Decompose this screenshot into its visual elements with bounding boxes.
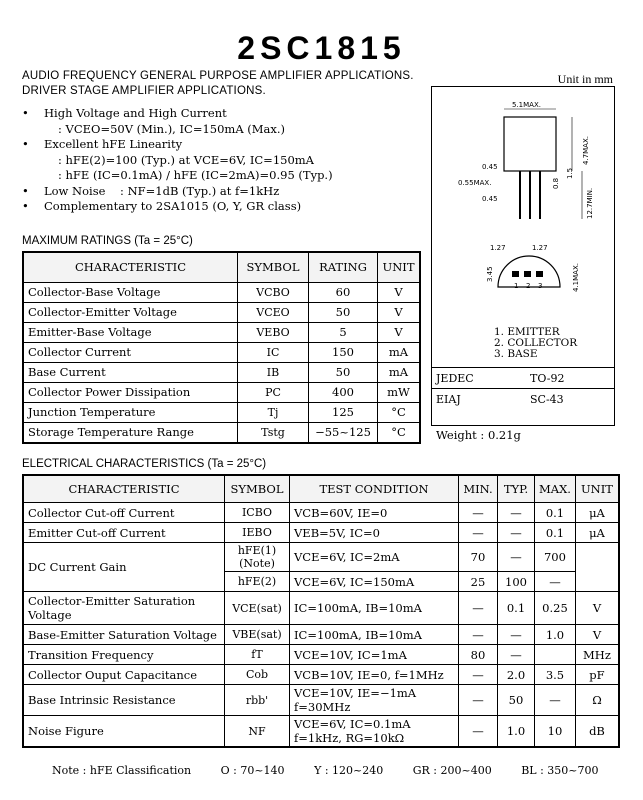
electrical-characteristics-table bbox=[22, 474, 620, 748]
dim-label: 4.7MAX. bbox=[582, 136, 590, 165]
part-number-title: 2SC1815 bbox=[237, 30, 406, 66]
package-outline-figure bbox=[432, 87, 614, 327]
table-row: Storage Temperature Range Tstg −55~125 °C bbox=[23, 422, 420, 443]
feature-item: : hFE(2)=100 (Typ.) at VCE=6V, IC=150mA bbox=[58, 152, 314, 167]
application-line-1: AUDIO FREQUENCY GENERAL PURPOSE AMPLIFIER APPLICATIONS. bbox=[22, 70, 414, 82]
table-row: Collector-Emitter Saturation Voltage VCE(sat) IC=100mA, IB=10mA — 0.1 0.25 V bbox=[23, 592, 619, 625]
max-ratings-title: MAXIMUM RATINGS (Ta = 25°C) bbox=[22, 235, 193, 247]
feature-item: • Excellent hFE Linearity bbox=[22, 137, 183, 151]
max-ratings-table bbox=[22, 251, 421, 444]
table-row: Base Intrinsic Resistance rbb' VCE=10V, IE=−1mA f=30MHz — 50 — Ω bbox=[23, 685, 619, 716]
svg-text:1: 1 bbox=[514, 282, 519, 290]
table-row: Noise Figure NF VCE=6V, IC=0.1mA f=1kHz, RG=10kΩ — 1.0 10 dB bbox=[23, 716, 619, 748]
weight-note: Weight : 0.21g bbox=[436, 428, 521, 442]
dim-label: 3.45 bbox=[486, 266, 494, 282]
svg-text:3: 3 bbox=[538, 282, 543, 290]
table-row: Junction Temperature Tj 125 °C bbox=[23, 402, 420, 422]
svg-text:2: 2 bbox=[526, 282, 531, 290]
table-row: Transition Frequency fT VCE=10V, IC=1mA 80 — MHz bbox=[23, 645, 619, 665]
dim-label: 5.1MAX. bbox=[512, 101, 541, 109]
table-row: Collector Ouput Capacitance Cob VCB=10V, IE=0, f=1MHz — 2.0 3.5 pF bbox=[23, 665, 619, 685]
pin-2 bbox=[524, 271, 531, 277]
table-row: Base-Emitter Saturation Voltage VBE(sat) IC=100mA, IB=10mA — — 1.0 V bbox=[23, 625, 619, 645]
dim-label: 1.27 bbox=[490, 244, 506, 252]
feature-item: • Complementary to 2SA1015 (O, Y, GR class) bbox=[22, 199, 302, 213]
body-outline bbox=[504, 117, 556, 171]
table-header-row: CHARACTERISTIC SYMBOL RATING UNIT bbox=[23, 252, 420, 282]
table-row: Emitter-Base Voltage VEBO 5 V bbox=[23, 322, 420, 342]
feature-item: • High Voltage and High Current bbox=[22, 106, 227, 120]
dim-label: 1.27 bbox=[532, 244, 548, 252]
table-row: hFE(2) VCE=6V, IC=150mA 25 100 — bbox=[23, 572, 619, 592]
dim-label: 4.1MAX. bbox=[572, 263, 580, 292]
package-drawing bbox=[431, 86, 615, 426]
dim-label: 12.7MIN. bbox=[586, 187, 594, 219]
table-row: Collector Cut-off Current ICBO VCB=60V, IE=0 — — 0.1 μA bbox=[23, 503, 619, 523]
feature-list bbox=[22, 106, 422, 215]
table-row: Collector-Emitter Voltage VCEO 50 V bbox=[23, 302, 420, 322]
table-row: Collector-Base Voltage VCBO 60 V bbox=[23, 282, 420, 302]
table-row: DC Current Gain hFE(1) (Note) VCE=6V, IC=2mA 70 — 700 bbox=[23, 543, 619, 572]
dim-label: 0.8 bbox=[552, 177, 560, 189]
hfe-classification-note: Note : hFE Classification O : 70~140 Y : 120~240 GR : 200~400 BL : 350~700 bbox=[52, 764, 599, 777]
application-line-2: DRIVER STAGE AMPLIFIER APPLICATIONS. bbox=[22, 85, 266, 97]
dim-label: 0.55MAX. bbox=[458, 179, 492, 187]
dim-label: 0.45 bbox=[482, 195, 498, 203]
table-row: Base Current IB 50 mA bbox=[23, 362, 420, 382]
pin-legend: 1. EMITTER 2. COLLECTOR 3. BASE bbox=[494, 326, 578, 360]
table-header-row: CHARACTERISTIC SYMBOL TEST CONDITION MIN. TYP. MAX. UNIT bbox=[23, 475, 619, 503]
package-standards: JEDEC TO-92 EIAJ SC-43 bbox=[432, 367, 614, 409]
table-row: Collector Power Dissipation PC 400 mW bbox=[23, 382, 420, 402]
unit-note: Unit in mm bbox=[557, 72, 613, 86]
dim-label: 0.45 bbox=[482, 163, 498, 171]
table-row: Emitter Cut-off Current IEBO VEB=5V, IC=0 — — 0.1 μA bbox=[23, 523, 619, 543]
feature-item: : VCEO=50V (Min.), IC=150mA (Max.) bbox=[58, 121, 286, 136]
feature-item: • Low Noise : NF=1dB (Typ.) at f=1kHz bbox=[22, 183, 280, 198]
feature-item: : hFE (IC=0.1mA) / hFE (IC=2mA)=0.95 (Typ.) bbox=[58, 168, 333, 182]
table-row: Collector Current IC 150 mA bbox=[23, 342, 420, 362]
electrical-title: ELECTRICAL CHARACTERISTICS (Ta = 25°C) bbox=[22, 458, 267, 470]
pin-1 bbox=[512, 271, 519, 277]
dim-label: 1.5 bbox=[566, 167, 574, 179]
pin-3 bbox=[536, 271, 543, 277]
